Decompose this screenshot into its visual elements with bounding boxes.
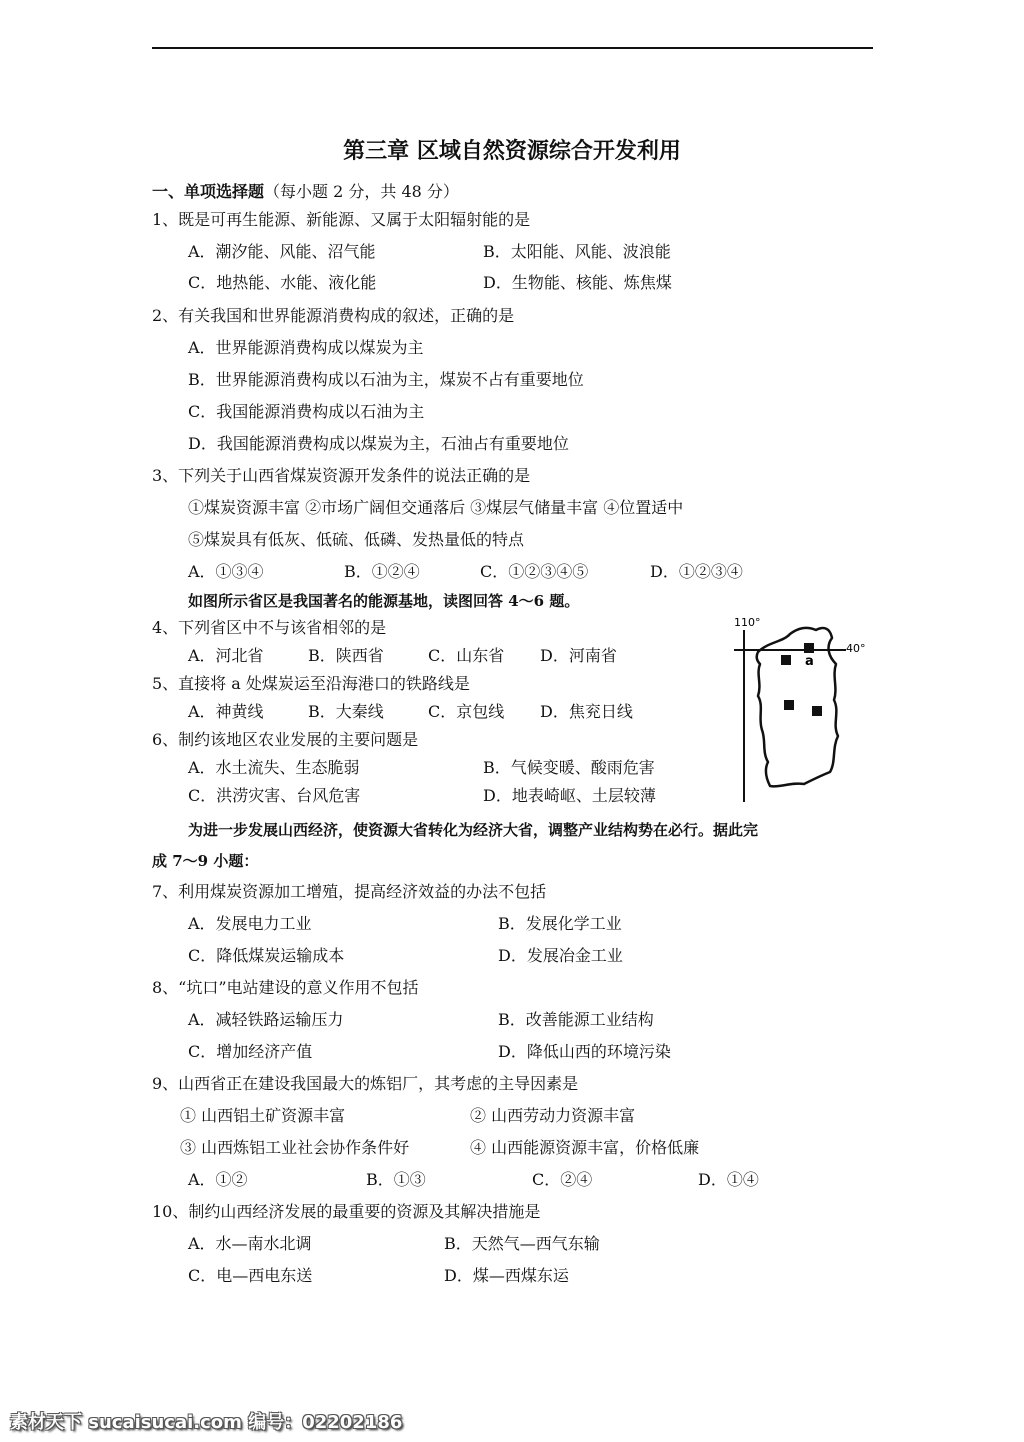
q2-option-c: C．我国能源消费构成以石油为主 (188, 402, 425, 421)
q6-option-b: B．气候变暖、酸雨危害 (483, 758, 655, 777)
q7-option-d: D．发展冶金工业 (498, 946, 623, 965)
q3-option-a: A．①③④ (188, 562, 264, 581)
q3-option-d: D．①②③④ (650, 562, 743, 581)
section-heading-text: 一、单项选择题 (152, 182, 265, 201)
q1-option-a: A．潮汐能、风能、沼气能 (188, 242, 376, 261)
q9-statement-2: ② 山西劳动力资源丰富 (470, 1106, 636, 1125)
q10-option-b: B．天然气—西气东输 (444, 1234, 600, 1253)
map-longitude-label: 110° (734, 616, 761, 629)
q2-option-b: B．世界能源消费构成以石油为主，煤炭不占有重要地位 (188, 370, 584, 389)
q7-option-c: C．降低煤炭运输成本 (188, 946, 345, 965)
q10-stem: 10、制约山西经济发展的最重要的资源及其解决措施是 (152, 1202, 541, 1221)
q9-statement-3: ③ 山西炼铝工业社会协作条件好 (180, 1138, 410, 1157)
q5-option-d: D．焦兖日线 (540, 702, 633, 721)
q10-option-c: C．电—西电东送 (188, 1266, 313, 1285)
q5-option-c: C．京包线 (428, 702, 505, 721)
q1-option-d: D．生物能、核能、炼焦煤 (483, 273, 672, 292)
q5-stem: 5、直接将 a 处煤炭运至沿海港口的铁路线是 (152, 674, 470, 693)
map-point-label-a: a (805, 654, 814, 669)
q3-statement-2: ⑤煤炭具有低灰、低硫、低磷、发热量低的特点 (188, 530, 525, 549)
watermark-footer (0, 1402, 1024, 1442)
q7-option-b: B．发展化学工业 (498, 914, 622, 933)
province-outline (757, 628, 838, 786)
q1-option-c: C．地热能、水能、液化能 (188, 273, 377, 292)
q9-option-b: B．①③ (366, 1170, 426, 1189)
q4-option-c: C．山东省 (428, 646, 505, 665)
q3-statement-1: ①煤炭资源丰富 ②市场广阔但交通落后 ③煤层气储量丰富 ④位置适中 (188, 498, 684, 517)
map-latitude-label: 40° (846, 642, 866, 655)
q1-option-b: B．太阳能、风能、波浪能 (483, 242, 671, 261)
q8-stem: 8、“坑口”电站建设的意义作用不包括 (152, 978, 419, 997)
intro-4-6: 如图所示省区是我国著名的能源基地，读图回答 4～6 题。 (188, 592, 580, 610)
section-heading (152, 182, 459, 202)
q3-option-b: B．①②④ (344, 562, 420, 581)
q2-stem: 2、有关我国和世界能源消费构成的叙述，正确的是 (152, 306, 515, 325)
q9-option-d: D．①④ (698, 1170, 759, 1189)
q6-option-a: A．水土流失、生态脆弱 (188, 758, 360, 777)
q5-option-a: A．神黄线 (188, 702, 264, 721)
q9-option-a: A．①② (188, 1170, 248, 1189)
intro-7-9-line2: 成 7～9 小题： (152, 852, 259, 870)
q6-stem: 6、制约该地区农业发展的主要问题是 (152, 730, 419, 749)
q8-option-d: D．降低山西的环境污染 (498, 1042, 671, 1061)
q8-option-b: B．改善能源工业结构 (498, 1010, 654, 1029)
watermark-text: 素材天下 sucaisucai.com 编号：02202186 (10, 1412, 403, 1433)
q9-statement-4: ④ 山西能源资源丰富，价格低廉 (470, 1138, 700, 1157)
q6-option-d: D．地表崎岖、土层较薄 (483, 786, 656, 805)
coal-base-marker-a (804, 643, 814, 653)
coal-base-marker-2 (784, 700, 794, 710)
q7-option-a: A．发展电力工业 (188, 914, 312, 933)
q4-option-d: D．河南省 (540, 646, 617, 665)
q9-option-c: C．②④ (532, 1170, 593, 1189)
shanxi-map (728, 612, 898, 807)
intro-7-9-line1: 为进一步发展山西经济，使资源大省转化为经济大省，调整产业结构势在必行。据此完 (188, 821, 759, 839)
q4-option-a: A．河北省 (188, 646, 264, 665)
q7-stem: 7、利用煤炭资源加工增殖，提高经济效益的办法不包括 (152, 882, 547, 901)
q4-option-b: B．陕西省 (308, 646, 384, 665)
q9-statement-1: ① 山西铝土矿资源丰富 (180, 1106, 346, 1125)
header-rule (152, 47, 873, 49)
q6-option-c: C．洪涝灾害、台风危害 (188, 786, 361, 805)
q4-stem: 4、下列省区中不与该省相邻的是 (152, 618, 387, 637)
q5-option-b: B．大秦线 (308, 702, 384, 721)
coal-base-marker-1 (781, 655, 791, 665)
q9-stem: 9、山西省正在建设我国最大的炼铝厂，其考虑的主导因素是 (152, 1074, 579, 1093)
q3-option-c: C．①②③④⑤ (480, 562, 589, 581)
q10-option-a: A．水—南水北调 (188, 1234, 312, 1253)
section-note: （每小题 2 分，共 48 分） (264, 182, 459, 201)
q1-stem: 1、既是可再生能源、新能源、又属于太阳辐射能的是 (152, 210, 531, 229)
q3-stem: 3、下列关于山西省煤炭资源开发条件的说法正确的是 (152, 466, 531, 485)
q10-option-d: D．煤—西煤东运 (444, 1266, 569, 1285)
q2-option-a: A．世界能源消费构成以煤炭为主 (188, 338, 424, 357)
q2-option-d: D．我国能源消费构成以煤炭为主，石油占有重要地位 (188, 434, 569, 453)
q8-option-a: A．减轻铁路运输压力 (188, 1010, 344, 1029)
coal-base-marker-3 (812, 706, 822, 716)
q8-option-c: C．增加经济产值 (188, 1042, 313, 1061)
chapter-title: 第三章 区域自然资源综合开发利用 (343, 139, 681, 164)
